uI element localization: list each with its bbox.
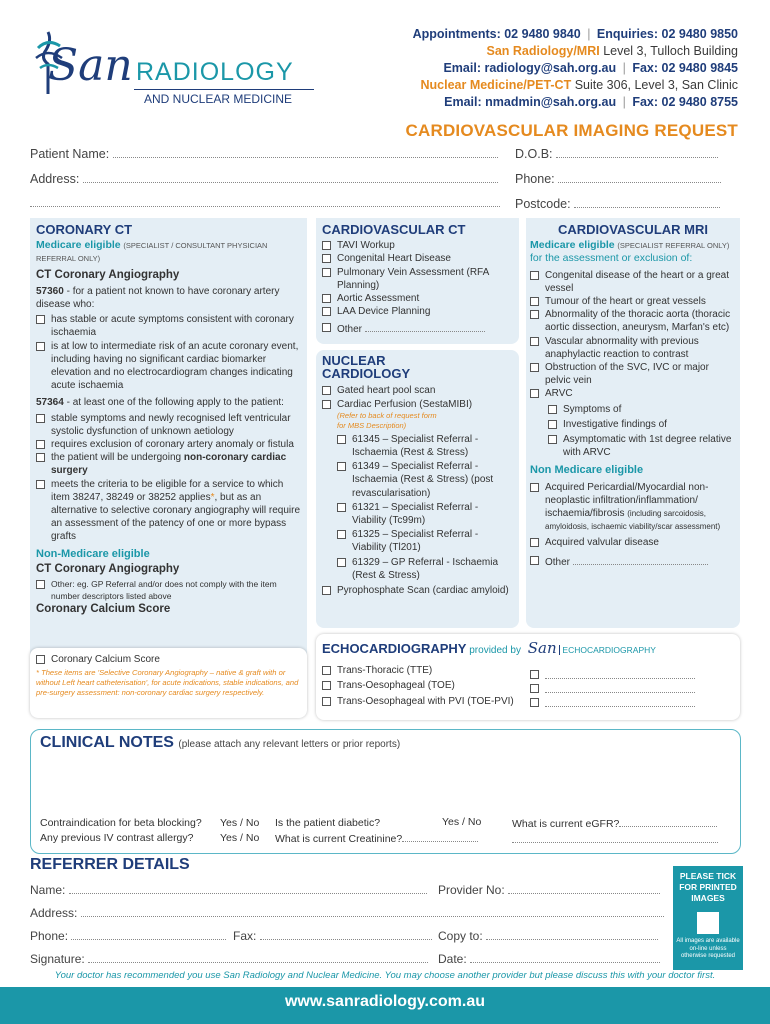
item-57360: 57360: [36, 285, 64, 297]
dob-field[interactable]: [515, 147, 718, 161]
checkbox-arvc-findings[interactable]: [548, 418, 736, 431]
non-medicare-label: Non-Medicare eligible: [36, 547, 150, 560]
contact-line-4: [413, 77, 738, 94]
checkbox-echo-blank-3[interactable]: [530, 696, 695, 711]
checkbox-icon[interactable]: [322, 268, 331, 277]
cardio-mri-title: CARDIOVASCULAR MRI: [558, 222, 708, 237]
checkbox-tumour[interactable]: [530, 295, 736, 308]
option-label: Other: [337, 324, 363, 336]
option-label: Trans-Thoracic (TTE): [337, 665, 433, 677]
medicare-note: (SPECIALIST / CONSULTANT PHYSICIAN REFERRAL ONLY): [36, 241, 268, 264]
checkbox-icon[interactable]: [530, 556, 539, 565]
checkbox-icon[interactable]: [337, 435, 346, 444]
checkbox-icon[interactable]: [322, 386, 331, 395]
option-label: 61345 – Specialist Referral - Ischaemia (Rest & Stress): [352, 433, 479, 459]
enq-label: Enquiries:: [596, 27, 659, 41]
printed-images-note: All images are available on-line unless otherwise requested: [676, 938, 740, 959]
copy-to-label: Copy to:: [438, 929, 483, 943]
checkbox-echo-blank-2[interactable]: [530, 682, 695, 697]
address-label: Address:: [30, 172, 80, 186]
logo: [30, 28, 320, 108]
option-label: Other: eg. GP Referral and/or does not comply with the item number descriptors listed above: [51, 579, 277, 602]
patient-name-field[interactable]: [30, 147, 498, 161]
referrer-address-field[interactable]: [30, 906, 664, 920]
checkbox-icon[interactable]: [530, 389, 539, 398]
nm-label: Nuclear Medicine/PET-CT: [420, 78, 572, 92]
checkbox-61349[interactable]: [337, 460, 513, 500]
medicare-eligible-label: Medicare eligible: [36, 239, 121, 252]
signature-field[interactable]: [30, 952, 428, 966]
signature-label: Signature:: [30, 952, 85, 966]
checkbox-arvc[interactable]: [530, 387, 736, 400]
ct-angio-subtitle: CT Coronary Angiography: [36, 268, 180, 281]
provider-no-field[interactable]: [438, 883, 660, 897]
yes-no-2[interactable]: Yes / No: [220, 832, 260, 844]
checkbox-thoracic-aorta[interactable]: [530, 308, 736, 334]
email2[interactable]: nmadmin@sah.org.au: [485, 95, 617, 109]
logo-radiology: RADIOLOGY: [136, 58, 294, 86]
option-label: 61349 – Specialist Referral - Ischaemia (Rest & Stress) (post revascularisation): [352, 461, 494, 499]
checkbox-61329[interactable]: [337, 556, 513, 582]
ref-phone-label: Phone:: [30, 929, 69, 943]
checkbox-icon[interactable]: [36, 342, 45, 351]
checkbox-icon[interactable]: [322, 400, 331, 409]
yes-no-3[interactable]: Yes / No: [442, 816, 482, 828]
checkbox-icon[interactable]: [36, 440, 45, 449]
checkbox-anomaly[interactable]: [36, 438, 301, 451]
echo-logo-text: ECHOCARDIOGRAPHY: [559, 645, 656, 655]
checkbox-other-gp[interactable]: [36, 578, 301, 602]
date-field[interactable]: [438, 952, 660, 966]
date-label: Date:: [438, 952, 467, 966]
checkbox-icon[interactable]: [530, 538, 539, 547]
checkbox-icon[interactable]: [36, 315, 45, 324]
checkbox-icon[interactable]: [548, 405, 557, 414]
referrer-name-field[interactable]: [30, 883, 427, 897]
checkbox-icon[interactable]: [530, 271, 539, 280]
checkbox-icon[interactable]: [530, 670, 539, 679]
option-label: Symptoms of: [563, 403, 622, 415]
checkbox-congenital-heart[interactable]: [530, 269, 736, 295]
option-label: 61325 – Specialist Referral - Viability (Tl201): [352, 529, 479, 554]
checkbox-icon[interactable]: [337, 530, 346, 539]
email1-label: Email:: [443, 61, 481, 75]
checkbox-icon[interactable]: [36, 580, 45, 589]
checkbox-icon[interactable]: [548, 420, 557, 429]
echo-title: ECHOCARDIOGRAPHY: [322, 641, 467, 656]
website-link[interactable]: www.sanradiology.com.au: [284, 993, 486, 1010]
option-label: 61321 – Specialist Referral - Viability (Tc99m): [352, 501, 479, 527]
fax2-label: Fax:: [632, 95, 659, 109]
checkbox-icon[interactable]: [337, 462, 346, 471]
contact-line-1: Appointments: 02 9480 9840 | Enquiries: 02 9480 9850: [412, 27, 738, 41]
ct-angio-subtitle-2: CT Coronary Angiography: [36, 562, 180, 575]
printed-images-label: PLEASE TICK FOR PRINTED IMAGES: [679, 871, 737, 903]
checkbox-calcium-score[interactable]: [36, 653, 301, 666]
checkbox-icon[interactable]: [337, 503, 346, 512]
checkbox-pericardial[interactable]: [530, 481, 736, 534]
appt-label: Appointments:: [412, 27, 501, 41]
logo-san: San: [48, 40, 133, 91]
checkbox-icon[interactable]: [322, 307, 331, 316]
egfr-line-2[interactable]: [512, 832, 718, 848]
checkbox-icon[interactable]: [322, 697, 331, 706]
footnote: * These items are 'Selective Coronary Angiography – native & graft with or without Left heart catheterisation', for acute indications, stable indications, and pre-surgery assessment: non-coronary cardiac surgery respectively.: [36, 668, 299, 698]
option-label: ARVC: [545, 388, 573, 400]
option-label: Asymptomatic with 1st degree relative with ARVC: [563, 434, 732, 459]
checkbox-mri-other[interactable]: [530, 554, 736, 569]
option-label: Tumour of the heart or great vessels: [545, 296, 706, 308]
ref-fax-label: Fax:: [233, 929, 257, 943]
logo-nuclear: AND NUCLEAR MEDICINE: [144, 92, 293, 106]
checkbox-cardio-ct-other[interactable]: [322, 321, 513, 336]
checkbox-icon[interactable]: [530, 337, 539, 346]
cardio-ct-title: CARDIOVASCULAR CT: [322, 222, 466, 237]
nm-address: Suite 306, Level 3, San Clinic: [574, 78, 738, 92]
phone-label: Phone:: [515, 172, 555, 186]
checkbox-61325[interactable]: [337, 528, 513, 554]
checkbox-icon[interactable]: [548, 435, 557, 444]
option-label: Pulmonary Vein Assessment (RFA Planning): [337, 266, 489, 291]
ref-name-label: Name:: [30, 883, 66, 897]
mri-medicare-note: (SPECIALIST REFERRAL ONLY): [617, 241, 730, 251]
checkbox-icon[interactable]: [322, 323, 331, 332]
provider-label: Provider No:: [438, 883, 505, 897]
fax1: 02 9480 9845: [661, 61, 738, 75]
checkbox-low-risk[interactable]: [36, 340, 301, 393]
mri-non-medicare-label: Non Medicare eligible: [530, 464, 644, 477]
checkbox-icon[interactable]: [322, 254, 331, 263]
option-label: is at low to intermediate risk of an acute coronary event, including having no significant cardiac biomarker elevation and no electrocardiogram changes indicating acute ischaemia: [51, 340, 299, 392]
checkbox-vascular[interactable]: [530, 335, 736, 361]
option-label-bold: non-coronary cardiac surgery: [51, 452, 287, 477]
printed-images-panel: [673, 866, 743, 970]
item-57360-text: - for a patient not known to have coronary artery disease who:: [36, 285, 280, 311]
footer-bar: [0, 987, 770, 1024]
contact-line-3: Email: radiology@sah.org.au | Fax: 02 9480 9845: [443, 61, 738, 75]
checkbox-obstruction[interactable]: [530, 361, 736, 387]
echo-logo: [527, 639, 656, 657]
coronary-ct-title: CORONARY CT: [36, 222, 133, 237]
checkbox-icon[interactable]: [322, 586, 331, 595]
option-label: Congenital Heart Disease: [337, 253, 451, 265]
logo-rule: [134, 89, 314, 90]
checkbox-lv-dysfunction[interactable]: [36, 412, 301, 438]
option-label: 61329 – GP Referral - Ischaemia (Rest & Stress): [352, 556, 499, 581]
mbs-note: (Refer to back of request form for MBS Description): [337, 410, 437, 430]
mri-label: San Radiology/MRI: [486, 44, 600, 58]
checkbox-icon[interactable]: [530, 297, 539, 306]
option-label: LAA Device Planning: [337, 306, 431, 318]
option-label: Gated heart pool scan: [337, 385, 436, 397]
page-title: CARDIOVASCULAR IMAGING REQUEST: [405, 121, 738, 140]
checkbox-icon[interactable]: [322, 666, 331, 675]
checkbox-pulmonary-vein[interactable]: [322, 266, 513, 292]
question-label: What is current Creatinine?: [275, 833, 403, 845]
referrer-phone-field[interactable]: [30, 929, 226, 943]
checkbox-icon[interactable]: [530, 483, 539, 492]
checkbox-pyrophosphate[interactable]: [322, 584, 513, 597]
echo-logo-san: San: [527, 639, 557, 657]
checkbox-non-coronary-surgery[interactable]: [36, 451, 301, 477]
checkbox-valvular[interactable]: [530, 536, 736, 549]
fax2: 02 9480 8755: [661, 95, 738, 109]
checkbox-congenital[interactable]: [322, 252, 513, 265]
checkbox-icon[interactable]: [530, 684, 539, 693]
option-label: Trans-Oesophageal with PVI (TOE-PVI): [337, 695, 514, 707]
mri-medicare-label: Medicare eligible: [530, 239, 615, 252]
option-label: Congenital disease of the heart or a great vessel: [545, 269, 730, 294]
nuclear-title-2: CARDIOLOGY: [322, 366, 411, 382]
option-label: Pyrophosphate Scan (cardiac amyloid): [337, 585, 509, 597]
item-57364-text: - at least one of the following apply to the patient:: [63, 397, 284, 409]
fax1-label: Fax:: [632, 61, 659, 75]
checkbox-arvc-relative[interactable]: [548, 433, 736, 459]
ref-address-label: Address:: [30, 906, 78, 920]
contact-line-2: [413, 43, 738, 60]
option-label: has stable or acute symptoms consistent with coronary ischaemia: [51, 314, 294, 339]
postcode-field[interactable]: [515, 197, 720, 211]
checkbox-tavi[interactable]: [322, 239, 513, 252]
calcium-score-title: Coronary Calcium Score: [36, 603, 171, 616]
checkbox-perfusion[interactable]: [322, 398, 513, 411]
footnote-star: *: [210, 491, 215, 503]
checkbox-echo-blank-1[interactable]: [530, 668, 695, 683]
enq-number[interactable]: 02 9480 9850: [661, 27, 738, 41]
q-egfr[interactable]: [512, 816, 718, 832]
option-label: Investigative findings of: [563, 418, 667, 430]
checkbox-icon[interactable]: [36, 414, 45, 423]
email1[interactable]: radiology@sah.org.au: [484, 61, 617, 75]
option-label: Acquired Pericardial/Myocardial non-neoplastic infiltration/inflammation/ ischaemia/fibrosis: [545, 481, 709, 520]
copy-to-field[interactable]: [438, 929, 658, 943]
option-label: the patient will be undergoing: [51, 452, 184, 464]
phone-field[interactable]: [515, 172, 721, 186]
q-diabetic: Is the patient diabetic?: [275, 817, 381, 829]
referrer-title: REFERRER DETAILS: [30, 856, 190, 873]
option-label: Abnormality of the thoracic aorta (thoracic aortic dissection, aneurysm, Marfan's etc): [545, 309, 731, 334]
yes-no-1[interactable]: Yes / No: [220, 817, 260, 829]
cardio-ct-panel: [316, 218, 519, 344]
printed-images-checkbox[interactable]: [697, 912, 719, 934]
checkbox-bypass-grafts[interactable]: [36, 478, 301, 544]
clinical-notes-box[interactable]: [30, 729, 741, 854]
option-label: Cardiac Perfusion (SestaMIBI): [337, 398, 473, 410]
item-57364: 57364: [36, 397, 64, 409]
checkbox-stable-symptoms[interactable]: [36, 313, 301, 339]
patient-name-label: Patient Name:: [30, 147, 110, 161]
referrer-fax-field[interactable]: [233, 929, 432, 943]
option-label: Aortic Assessment: [337, 293, 420, 305]
nuclear-title-1: NUCLEAR: [322, 353, 386, 368]
option-label-cont: , but as an alternative to selective coronary angiography will require an assessment of the patency of one or more bypass grafts: [51, 491, 301, 543]
echo-provided-by: provided by: [469, 645, 521, 656]
checkbox-icon[interactable]: [530, 363, 539, 372]
clinical-notes-subtitle: (please attach any relevant letters or prior reports): [178, 739, 401, 750]
option-label: requires exclusion of coronary artery anomaly or fistula: [51, 439, 294, 451]
footer-note: Your doctor has recommended you use San Radiology and Nuclear Medicine. You may choose another provider but please discuss this with your doctor first.: [54, 970, 716, 981]
q-beta-blocking: [40, 816, 202, 831]
address-field[interactable]: [30, 172, 498, 186]
option-label: TAVI Workup: [337, 240, 395, 252]
question-label: Any previous IV contrast allergy?: [40, 832, 194, 844]
appt-number[interactable]: 02 9480 9840: [504, 27, 581, 41]
dob-label: D.O.B:: [515, 147, 553, 161]
postcode-label: Postcode:: [515, 197, 571, 211]
q-contrast-allergy: [40, 831, 202, 846]
question-label: Contraindication for beta blocking?: [40, 817, 202, 829]
checkbox-61345[interactable]: [337, 433, 513, 459]
checkbox-61321[interactable]: [337, 501, 513, 527]
checkbox-icon[interactable]: [530, 310, 539, 319]
question-label: What is current eGFR?: [512, 818, 620, 830]
mri-address: Level 3, Tulloch Building: [603, 44, 738, 58]
option-label: Vascular abnormality with previous anaphylactic reaction to contrast: [545, 335, 699, 360]
checkbox-icon[interactable]: [322, 681, 331, 690]
option-label: stable symptoms and newly recognised left ventricular systolic dysfunction of unknown aetiology: [51, 412, 291, 437]
clinical-notes-title: CLINICAL NOTES: [40, 734, 174, 751]
option-label: Coronary Calcium Score: [51, 654, 160, 665]
calcium-score-box: [30, 648, 307, 718]
contact-line-5: Email: nmadmin@sah.org.au | Fax: 02 9480 8755: [444, 95, 738, 109]
checkbox-icon[interactable]: [322, 294, 331, 303]
echo-panel: [316, 634, 740, 720]
coronary-ct-panel: [30, 218, 307, 718]
option-label-small: (including sarcoidosis, amyloidosis, ischaemic viability/scar assessment): [545, 509, 721, 532]
checkbox-aortic[interactable]: [322, 292, 513, 305]
option-label: Trans-Oesophageal (TOE): [337, 680, 455, 692]
q-creatinine[interactable]: [275, 831, 478, 847]
checkbox-icon[interactable]: [530, 698, 539, 707]
checkbox-icon[interactable]: [337, 558, 346, 567]
option-label: Other: [545, 556, 571, 568]
option-label: Obstruction of the SVC, IVC or major pelvic vein: [545, 362, 709, 387]
checkbox-gated-pool[interactable]: [322, 384, 513, 397]
contact-block: [413, 26, 738, 111]
option-label: Acquired valvular disease: [545, 537, 659, 549]
email2-label: Email:: [444, 95, 482, 109]
option-label: meets the criteria to be eligible for a service to which item 38247, 38249 or 38252 applies: [51, 478, 284, 503]
checkbox-icon[interactable]: [322, 241, 331, 250]
checkbox-laa[interactable]: [322, 305, 513, 318]
mri-medicare-sub: for the assessment or exclusion of:: [530, 252, 693, 265]
cardio-mri-panel: [526, 218, 740, 628]
address-line-2[interactable]: [30, 206, 500, 207]
nuclear-panel: [316, 350, 519, 628]
checkbox-icon[interactable]: [36, 453, 45, 462]
checkbox-icon[interactable]: [36, 655, 45, 664]
checkbox-arvc-symptoms[interactable]: [548, 403, 736, 416]
checkbox-icon[interactable]: [36, 480, 45, 489]
